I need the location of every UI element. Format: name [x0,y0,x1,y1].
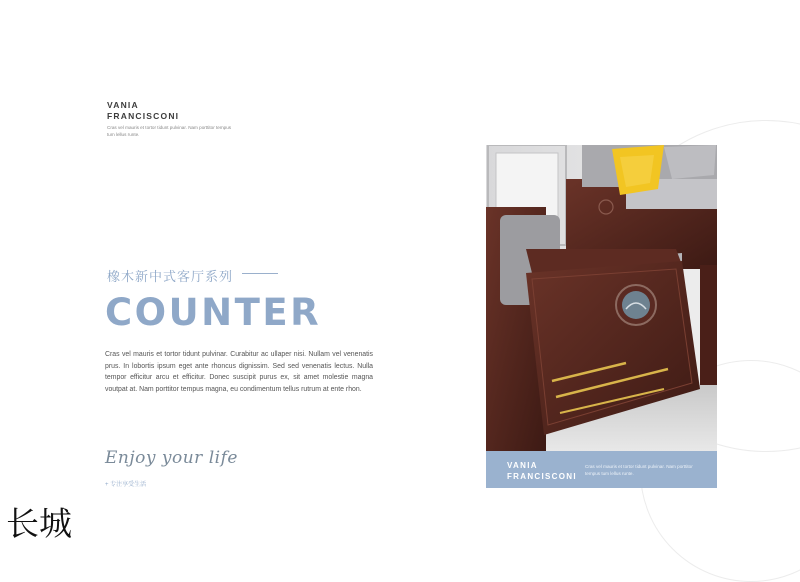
caption-tagline: Cras vel mauris et tortor tidunt pulvinar. Nam porttitor tempus tum lellus runte. [585,464,693,476]
script-slogan: Enjoy your life [105,448,238,468]
brand-name-line1: VANIA [107,100,139,110]
series-subtitle: 橡木新中式客厅系列 [107,270,234,285]
caption-box [486,451,717,488]
script-slogan-sub: + 专注享受生活 [105,482,147,488]
caption-name-line1: VANIA [507,461,538,470]
city-label: 长城 [6,504,72,543]
caption-name-line2: FRANCISCONI [507,471,577,481]
brand-name-line2: FRANCISCONI [107,111,180,121]
brand-tagline: Cras vel mauris et tortor tidunt pulvinar. Nam porttitor tempus tum lellus runte. [107,125,232,137]
brand-block [107,100,237,138]
body-paragraph: Cras vel mauris et tortor tidunt pulvinar. Curabitur ac ullaper nisi. Nullam vel venenatis prus. In lobortis ipsum eget ante rhoncus dignissim. Sed sed venenatis lectus. Nulla tempor efficitur arcu et efficitur. Donec suscipit purus ex, sit amet molestie magna voutpat at. Nam porttitor tempus magna, eu condimentum tellus rutrum at ente rhon. [105,351,373,393]
sofa-illustration [486,145,717,451]
page-title: COUNTER [105,291,322,334]
sofa-photo [486,145,717,451]
subtitle-divider [242,273,278,274]
